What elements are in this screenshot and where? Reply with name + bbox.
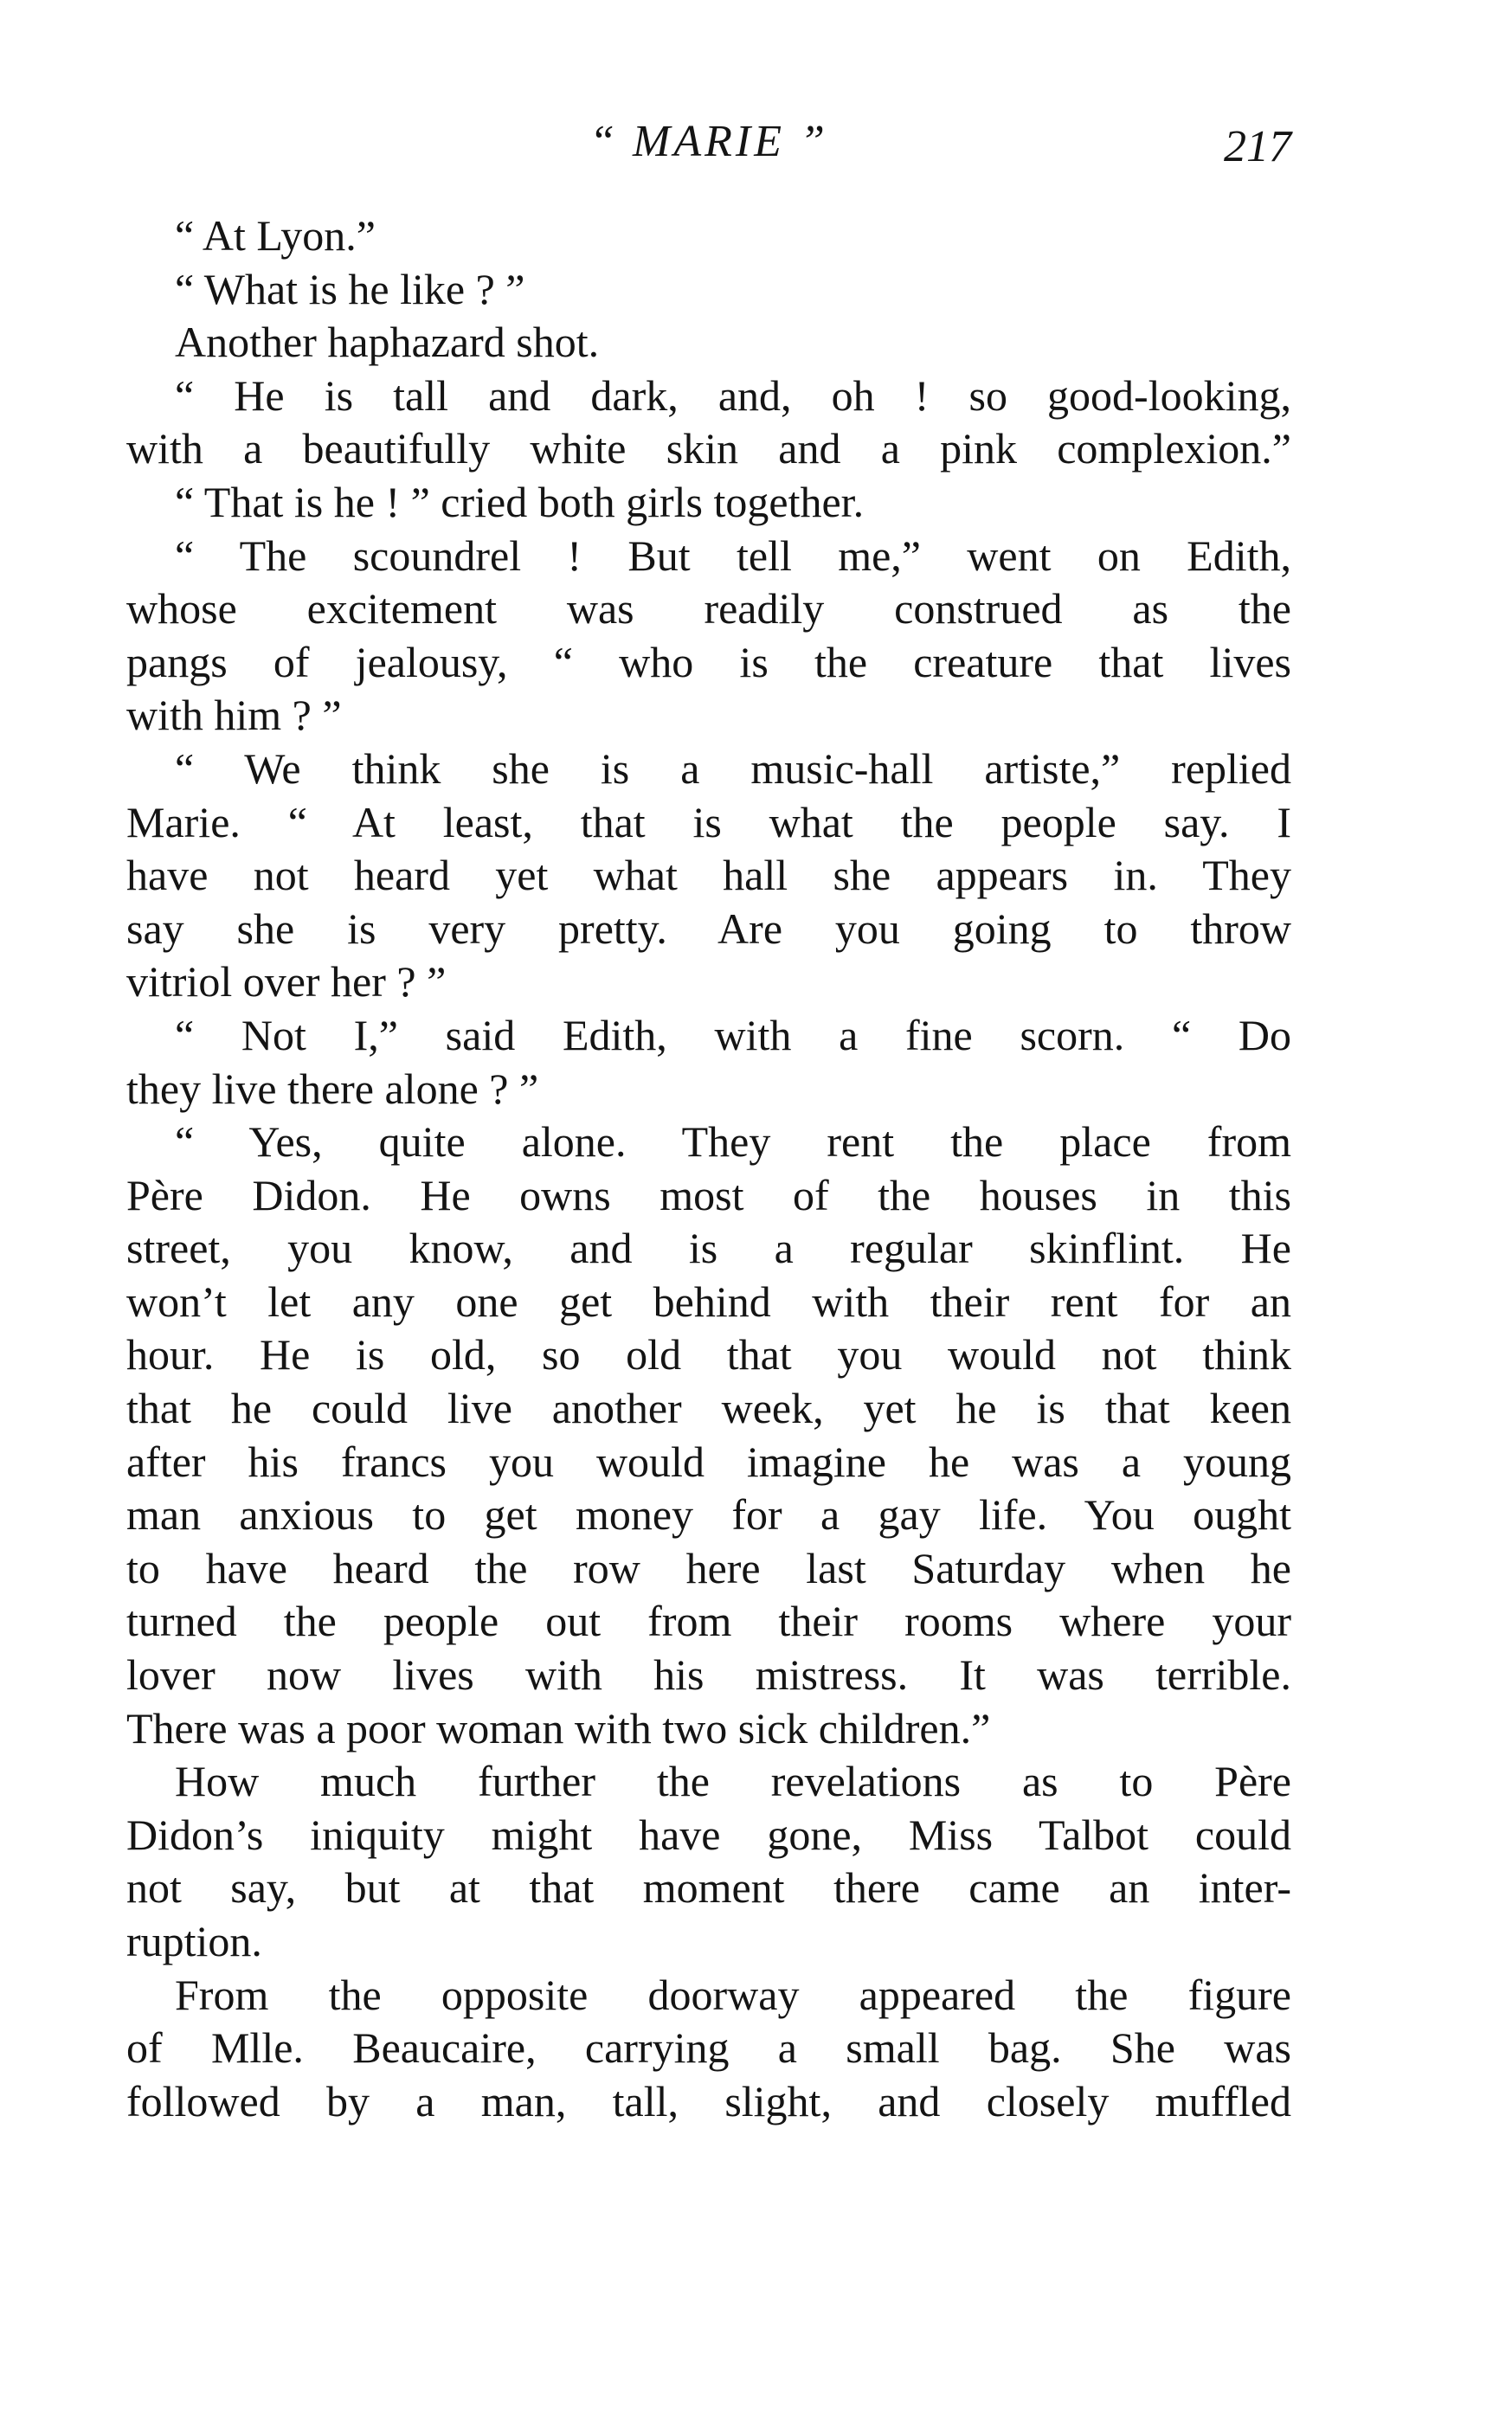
text-line: of Mlle. Beaucaire, carrying a small bag. She was [126,2023,1291,2073]
text-line: There was a poor woman with two sick children.” [126,1703,991,1753]
text-line: “ We think she is a music-hall artiste,” replied [175,743,1291,793]
text-line: From the opposite doorway appeared the figure [175,1970,1291,2019]
text-line: “ What is he like ? ” [175,264,525,313]
text-line: Another haphazard shot. [175,318,600,367]
page-number: 217 [1224,122,1291,171]
text-line: Marie. “ At least, that is what the people say. I [126,797,1291,846]
text-line: “ At Lyon.” [175,211,376,260]
running-title: “ MARIE ” [589,117,828,166]
text-line: pangs of jealousy, “ who is the creature that lives [126,637,1291,686]
text-line: whose excitement was readily construed as the [126,584,1291,633]
text-line: to have heard the row here last Saturday when he [126,1543,1291,1592]
text-line: hour. He is old, so old that you would not think [126,1330,1291,1379]
text-line: Didon’s iniquity might have gone, Miss Talbot could [126,1810,1291,1859]
page-header [126,111,1291,180]
text-line: “ Not I,” said Edith, with a fine scorn. “ Do [175,1010,1291,1059]
text-line: turned the people out from their rooms where your [126,1597,1291,1646]
text-line: “ That is he ! ” cried both girls together. [175,477,865,526]
text-line: Père Didon. He owns most of the houses in this [126,1170,1291,1219]
text-line: “ The scoundrel ! But tell me,” went on Edith, [175,531,1291,580]
text-line: street, you know, and is a regular skinflint. He [126,1224,1291,1273]
text-line: not say, but at that moment there came an inter- [126,1863,1291,1913]
text-line: that he could live another week, yet he is that keen [126,1384,1291,1433]
text-line: “ He is tall and dark, and, oh ! so good-looking, [175,370,1291,420]
text-line: won’t let any one get behind with their rent for an [126,1277,1291,1326]
text-line: lover now lives with his mistress. It was terrible. [126,1650,1291,1700]
text-line: with a beautifully white skin and a pink complexion.” [126,424,1291,473]
text-line: say she is very pretty. Are you going to throw [126,904,1291,953]
text-line: have not heard yet what hall she appears in. They [126,851,1291,900]
text-line: with him ? ” [126,691,342,740]
text-line: after his francs you would imagine he was a young [126,1437,1291,1486]
text-line: How much further the revelations as to Père [175,1757,1291,1806]
text-line: man anxious to get money for a gay life. You ought [126,1490,1291,1540]
text-line: ruption. [126,1917,262,1965]
text-line: followed by a man, tall, slight, and closely muffled [126,2076,1291,2126]
text-line: “ Yes, quite alone. They rent the place from [175,1117,1291,1167]
text-line: they live there alone ? ” [126,1064,539,1113]
text-line: vitriol over her ? ” [126,957,447,1006]
body-text [126,209,1291,2128]
